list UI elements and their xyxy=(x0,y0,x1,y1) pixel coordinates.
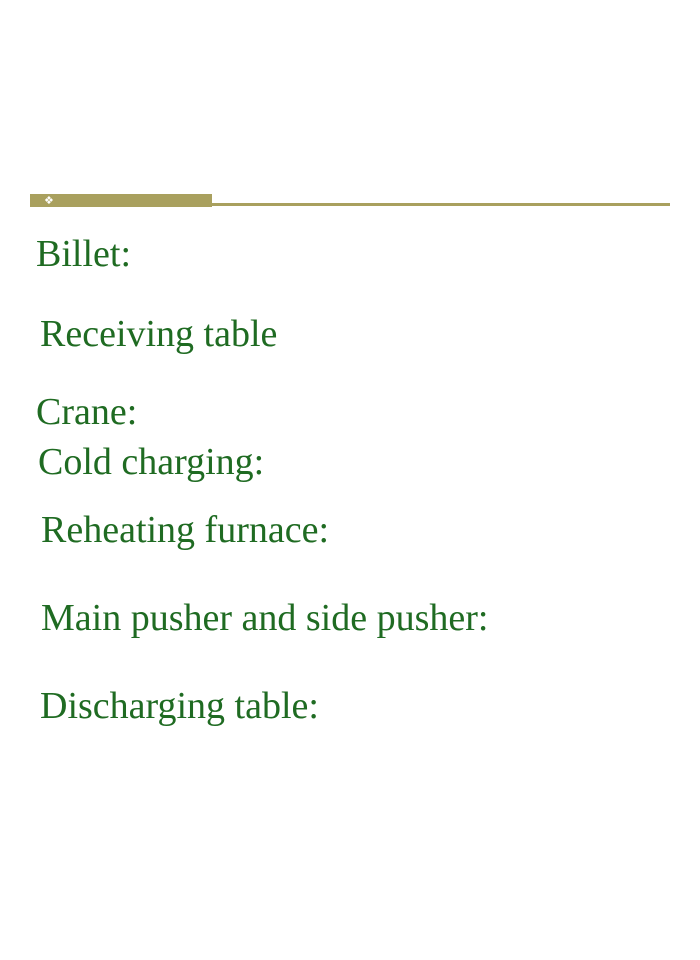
header-divider xyxy=(30,192,670,208)
list-item: Billet: xyxy=(36,233,131,275)
list-item: Crane: xyxy=(36,391,138,433)
header-line xyxy=(212,203,670,206)
list-item: Receiving table xyxy=(40,313,278,355)
slide-body xyxy=(34,232,670,728)
list-item: Discharging table: xyxy=(40,685,319,727)
diamond-bullet-icon: ❖ xyxy=(44,194,54,207)
list-item: Cold charging: xyxy=(38,441,265,483)
list-item: Main pusher and side pusher: xyxy=(41,597,489,639)
header-bar xyxy=(30,194,212,207)
list-item: Reheating furnace: xyxy=(41,509,330,551)
